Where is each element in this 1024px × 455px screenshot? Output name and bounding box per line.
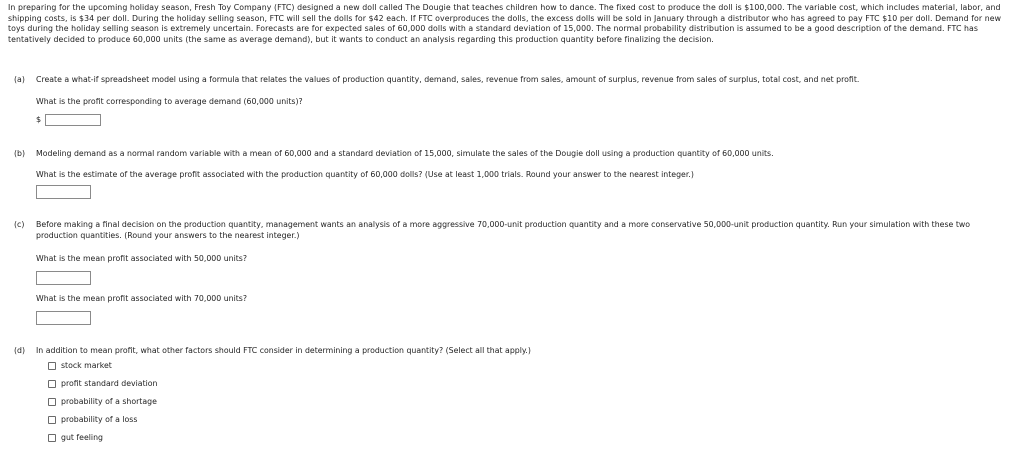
part-b-answer-row: [36, 185, 91, 199]
checkbox[interactable]: [48, 416, 56, 424]
part-a-label: (a): [14, 75, 25, 84]
problem-intro: In preparing for the upcoming holiday season, Fresh Toy Company (FTC) designed a new doll called The Dougie that teaches children how to dance. The fixed cost to produce the doll is $100,000. The variable cost, which includes material, labor, and shipping costs, is $34 per doll. During the holiday selling season, FTC will sell the dolls for $42 each. If FTC overproduces the dolls, the excess dolls will be sold in January through a distributor who has agreed to pay FTC $10 per doll. Demand for new toys during the holiday selling season is extremely uncertain. Forecasts are for expected sales of 60,000 dolls with a standard deviation of 15,000. The normal probability distribution is assumed to be a good description of the demand. FTC has tentatively decided to produce 60,000 units (the same as average demand), but it wants to conduct an analysis regarding this production quantity before finalizing the decision.: [8, 3, 1002, 44]
part-c-text: Before making a final decision on the production quantity, management wants an analysis of a more aggressive 70,000-unit production quantity and a more conservative 50,000-unit production quantity. Run your simulation with these two production quantities. (Round your answers to the nearest integer.): [36, 220, 971, 240]
option-label: profit standard deviation: [61, 379, 158, 388]
checkbox[interactable]: [48, 362, 56, 370]
part-d: [14, 346, 531, 357]
checkbox[interactable]: [48, 434, 56, 442]
part-c: [14, 220, 1014, 241]
option-label: stock market: [61, 361, 112, 370]
part-a: [14, 75, 859, 86]
part-b: [14, 149, 774, 160]
option-label: gut feeling: [61, 433, 103, 442]
checkbox[interactable]: [48, 398, 56, 406]
part-b-text: Modeling demand as a normal random variable with a mean of 60,000 and a standard deviation of 15,000, simulate the sales of the Dougie doll using a production quantity of 60,000 units.: [36, 149, 774, 158]
part-d-label: (d): [14, 346, 26, 355]
part-b-answer-input[interactable]: [36, 185, 91, 199]
checkbox[interactable]: [48, 380, 56, 388]
part-c-question-70k: What is the mean profit associated with 70,000 units?: [36, 294, 248, 303]
part-c-answer-70k-input[interactable]: [36, 311, 91, 325]
option-gut-feeling[interactable]: [48, 433, 103, 444]
option-stock-market[interactable]: [48, 361, 112, 372]
option-probability-loss[interactable]: [48, 415, 137, 426]
part-a-question: What is the profit corresponding to average demand (60,000 units)?: [36, 97, 303, 106]
part-a-text: Create a what-if spreadsheet model using a formula that relates the values of production quantity, demand, sales, revenue from sales, amount of surplus, revenue from sales of surplus, total cost, and net profit.: [36, 75, 860, 84]
option-profit-std-dev[interactable]: [48, 379, 158, 390]
dollar-sign: $: [36, 114, 42, 124]
part-a-answer-row: [36, 114, 101, 126]
option-label: probability of a loss: [61, 415, 138, 424]
part-c-answer-row-50k: [36, 271, 91, 285]
part-d-text: In addition to mean profit, what other factors should FTC consider in determining a production quantity? (Select all that apply.): [36, 346, 531, 355]
option-label: probability of a shortage: [61, 397, 157, 406]
part-c-answer-50k-input[interactable]: [36, 271, 91, 285]
part-c-question-50k: What is the mean profit associated with 50,000 units?: [36, 254, 248, 263]
part-c-label: (c): [14, 220, 25, 229]
part-a-answer-input[interactable]: [45, 114, 101, 126]
part-b-question: What is the estimate of the average profit associated with the production quantity of 60,000 dolls? (Use at least 1,000 trials. Round your answer to the nearest integer.): [36, 170, 694, 179]
part-b-label: (b): [14, 149, 26, 158]
part-c-answer-row-70k: [36, 311, 91, 325]
option-probability-shortage[interactable]: [48, 397, 157, 408]
